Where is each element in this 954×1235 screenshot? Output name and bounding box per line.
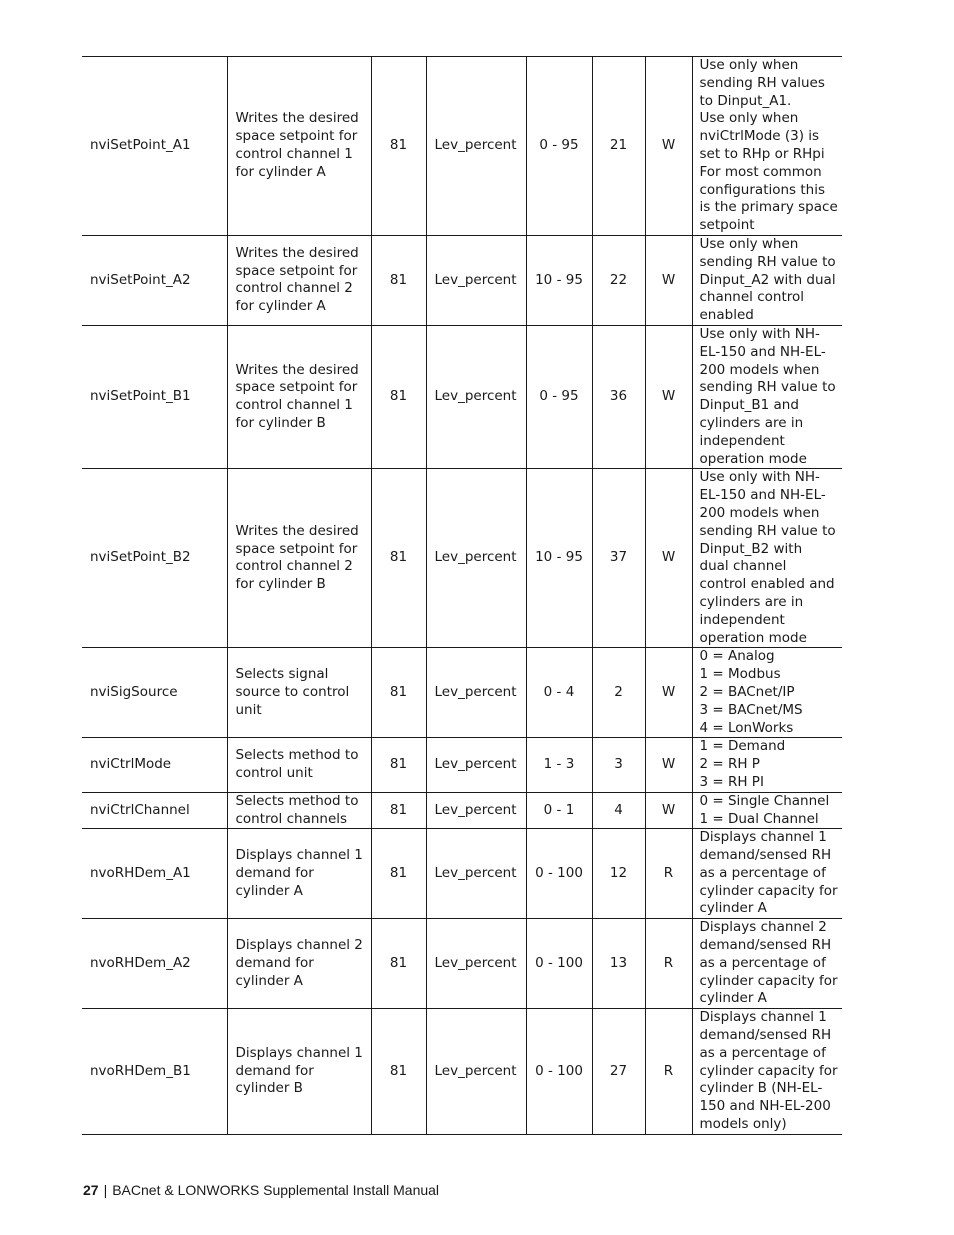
variable-description: Writes the desired space setpoint for control channel 2 for cylinder A (227, 236, 371, 326)
variable-name: nviSetPoint_B2 (82, 469, 227, 648)
access: W (645, 57, 692, 236)
table-row (82, 325, 842, 468)
notes: Use only when sending RH value to Dinput_A2 with dual channel control enabled (692, 236, 842, 326)
notes: 0 = Single Channel 1 = Dual Channel (692, 792, 842, 829)
type-number: 81 (371, 325, 426, 468)
type-number: 81 (371, 792, 426, 829)
range: 0 - 100 (526, 1009, 592, 1135)
variable-name: nviSetPoint_B1 (82, 325, 227, 468)
access: W (645, 469, 692, 648)
index: 27 (592, 1009, 645, 1135)
range: 0 - 95 (526, 57, 592, 236)
variable-name: nviSetPoint_A1 (82, 57, 227, 236)
variable-description: Selects method to control channels (227, 792, 371, 829)
type-number: 81 (371, 57, 426, 236)
type-number: 81 (371, 648, 426, 738)
units: Lev_percent (426, 792, 526, 829)
index: 4 (592, 792, 645, 829)
range: 0 - 1 (526, 792, 592, 829)
units: Lev_percent (426, 648, 526, 738)
variable-name: nviSigSource (82, 648, 227, 738)
units: Lev_percent (426, 325, 526, 468)
access: R (645, 919, 692, 1009)
access: W (645, 648, 692, 738)
index: 13 (592, 919, 645, 1009)
type-number: 81 (371, 469, 426, 648)
notes: 0 = Analog 1 = Modbus 2 = BACnet/IP 3 = BACnet/MS 4 = LonWorks (692, 648, 842, 738)
type-number: 81 (371, 829, 426, 919)
page-footer (83, 1182, 439, 1200)
index: 2 (592, 648, 645, 738)
range: 0 - 100 (526, 919, 592, 1009)
variable-name: nvoRHDem_A1 (82, 829, 227, 919)
notes: Displays channel 1 demand/sensed RH as a percentage of cylinder capacity for cylinder A (692, 829, 842, 919)
table-row (82, 829, 842, 919)
variable-name: nviSetPoint_A2 (82, 236, 227, 326)
table-row (82, 469, 842, 648)
table-row (82, 236, 842, 326)
range: 1 - 3 (526, 738, 592, 792)
index: 21 (592, 57, 645, 236)
index: 36 (592, 325, 645, 468)
variable-description: Selects signal source to control unit (227, 648, 371, 738)
range: 0 - 100 (526, 829, 592, 919)
table-row (82, 1009, 842, 1135)
index: 22 (592, 236, 645, 326)
variable-name: nviCtrlMode (82, 738, 227, 792)
table-row (82, 792, 842, 829)
type-number: 81 (371, 236, 426, 326)
range: 10 - 95 (526, 236, 592, 326)
variable-description: Writes the desired space setpoint for control channel 1 for cylinder A (227, 57, 371, 236)
access: W (645, 792, 692, 829)
table-row (82, 648, 842, 738)
variable-description: Displays channel 1 demand for cylinder B (227, 1009, 371, 1135)
table-row (82, 919, 842, 1009)
units: Lev_percent (426, 738, 526, 792)
notes: 1 = Demand 2 = RH P 3 = RH PI (692, 738, 842, 792)
variable-name: nvoRHDem_B1 (82, 1009, 227, 1135)
type-number: 81 (371, 738, 426, 792)
notes: Use only with NH- EL-150 and NH-EL- 200 models when sending RH value to Dinput_B2 with dual channel control enabled and cylinders are in independent operation mode (692, 469, 842, 648)
notes: Displays channel 1 demand/sensed RH as a percentage of cylinder capacity for cylinder B (NH-EL- 150 and NH-EL-200 models only) (692, 1009, 842, 1135)
notes: Use only when sending RH values to Dinput_A1. Use only when nviCtrlMode (3) is set to RHp or RHpi For most common configurations this is the primary space setpoint (692, 57, 842, 236)
notes: Displays channel 2 demand/sensed RH as a percentage of cylinder capacity for cylinder A (692, 919, 842, 1009)
variable-description: Selects method to control unit (227, 738, 371, 792)
access: W (645, 738, 692, 792)
type-number: 81 (371, 919, 426, 1009)
units: Lev_percent (426, 469, 526, 648)
range: 0 - 95 (526, 325, 592, 468)
access: W (645, 325, 692, 468)
variable-description: Writes the desired space setpoint for control channel 1 for cylinder B (227, 325, 371, 468)
index: 37 (592, 469, 645, 648)
units: Lev_percent (426, 236, 526, 326)
variable-description: Displays channel 2 demand for cylinder A (227, 919, 371, 1009)
range: 0 - 4 (526, 648, 592, 738)
variable-description: Displays channel 1 demand for cylinder A (227, 829, 371, 919)
document-title: BACnet & LONWORKS Supplemental Install Manual (112, 1182, 440, 1198)
units: Lev_percent (426, 1009, 526, 1135)
index: 12 (592, 829, 645, 919)
variable-name: nvoRHDem_A2 (82, 919, 227, 1009)
access: R (645, 829, 692, 919)
variable-description: Writes the desired space setpoint for control channel 2 for cylinder B (227, 469, 371, 648)
table-row (82, 57, 842, 236)
footer-separator: | (103, 1182, 108, 1198)
access: R (645, 1009, 692, 1135)
access: W (645, 236, 692, 326)
index: 3 (592, 738, 645, 792)
units: Lev_percent (426, 57, 526, 236)
range: 10 - 95 (526, 469, 592, 648)
table-row (82, 738, 842, 792)
page-number: 27 (83, 1182, 99, 1198)
network-variables-table (82, 56, 842, 1135)
notes: Use only with NH- EL-150 and NH-EL- 200 models when sending RH value to Dinput_B1 and cylinders are in independent operation mode (692, 325, 842, 468)
variable-name: nviCtrlChannel (82, 792, 227, 829)
units: Lev_percent (426, 919, 526, 1009)
type-number: 81 (371, 1009, 426, 1135)
units: Lev_percent (426, 829, 526, 919)
